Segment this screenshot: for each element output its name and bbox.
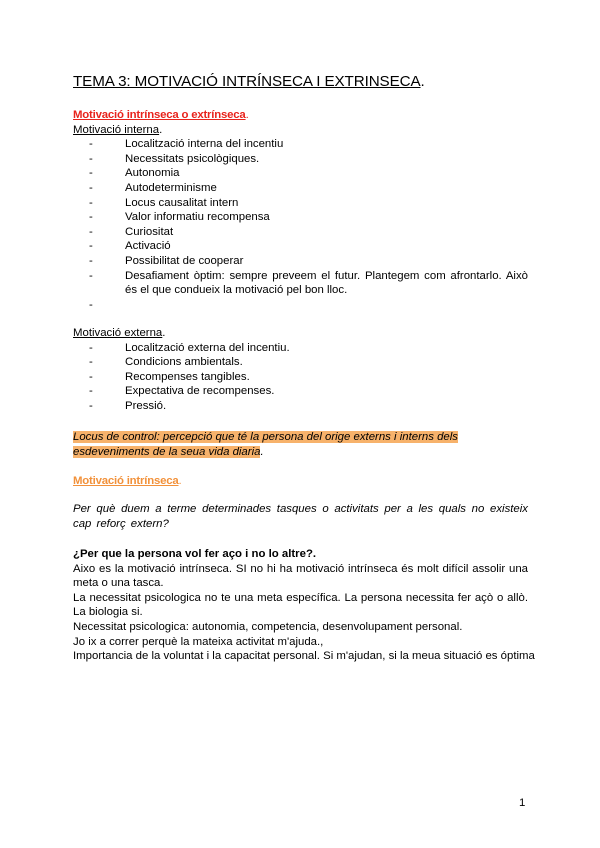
list-item-empty — [89, 298, 528, 313]
page-number: 1 — [519, 797, 526, 809]
list-item-text: Possibilitat de cooperar — [125, 254, 244, 267]
page-title-text: TEMA 3: MOTIVACIÓ INTRÍNSECA I EXTRINSECA — [73, 73, 421, 90]
list-item — [89, 355, 528, 370]
list-item — [89, 269, 528, 298]
dash-bullet: - — [89, 240, 93, 253]
paragraph: La necessitat psicologica no te una meta específica. La persona necessita fer açò o allò. La biologia si. — [73, 591, 528, 619]
list-item — [89, 181, 528, 196]
dash-bullet: - — [89, 341, 93, 354]
dash-bullet: - — [89, 356, 93, 369]
section-heading-red-suffix: . — [245, 109, 249, 121]
list-item — [89, 152, 528, 167]
list-item-text: Locus causalitat intern — [125, 196, 239, 209]
question-text: Per què duem a terme determinades tasques o activitats per a les quals no existeix cap reforç extern? — [73, 503, 528, 530]
list-item-text: Recompenses tangibles. — [125, 370, 250, 383]
list-item — [89, 210, 528, 225]
external-motivation-label: Motivació externa — [73, 327, 163, 339]
list-item — [89, 166, 528, 181]
external-motivation-list — [73, 341, 528, 414]
list-item-text: Localització externa del incentiu. — [125, 341, 290, 354]
dash-bullet: - — [89, 225, 93, 238]
locus-suffix: . — [260, 446, 264, 458]
list-item-text: Pressió. — [125, 399, 167, 412]
highlighted-text: Locus de control: percepció que té la persona del orige externs i interns dels esdeveniments de la seua vida diaria — [73, 431, 458, 458]
paragraph: Necessitat psicologica: autonomia, competencia, desenvolupament personal. — [73, 620, 463, 633]
section-intrinsic-extrinsic — [73, 108, 528, 312]
section-heading-orange: Motivació intrínseca — [73, 475, 179, 487]
dash-bullet: - — [89, 152, 93, 165]
list-item — [89, 384, 528, 399]
intrinsic-discussion — [73, 547, 535, 664]
list-item-text: Necessitats psicològiques. — [125, 152, 260, 165]
list-item — [89, 137, 528, 152]
dash-bullet: - — [89, 138, 93, 151]
list-item — [89, 196, 528, 211]
page-title — [73, 73, 425, 91]
bold-question: ¿Per que la persona vol fer aço i no lo altre?. — [73, 548, 317, 560]
section-heading-red: Motivació intrínseca o extrínseca — [73, 109, 246, 121]
dash-bullet: - — [89, 370, 93, 383]
dash-bullet: - — [89, 399, 93, 412]
external-motivation — [73, 326, 528, 414]
list-item — [89, 225, 528, 240]
list-item — [89, 399, 528, 414]
section-heading-orange-suffix: . — [178, 475, 182, 487]
list-item-text: Expectativa de recompenses. — [125, 385, 275, 398]
paragraph: Importancia de la voluntat i la capacitat personal. Si m'ajudan, si la meua situació es óptima — [73, 650, 535, 663]
dash-bullet: - — [89, 167, 93, 180]
list-item-text: Autodeterminisme — [125, 181, 217, 194]
list-item-text: Desafiament òptim: sempre preveem el futur. Plantegem com afrontarlo. Això és el que condueix la motivació pel bon lloc. — [125, 269, 528, 297]
page-title-suffix: . — [420, 73, 425, 90]
internal-motivation-label: Motivació interna — [73, 123, 160, 136]
list-item-text: Autonomia — [125, 167, 180, 180]
dash-bullet: - — [89, 211, 93, 224]
dash-bullet: - — [89, 269, 93, 282]
section-intrinsic — [73, 474, 528, 489]
internal-motivation-list — [73, 137, 528, 312]
dash-bullet: - — [89, 181, 93, 194]
list-item — [89, 370, 528, 385]
dash-bullet: - — [89, 298, 93, 311]
list-item — [89, 254, 528, 269]
dash-bullet: - — [89, 385, 93, 398]
list-item-text: Condicions ambientals. — [125, 356, 243, 369]
dash-bullet: - — [89, 254, 93, 267]
locus-of-control-note — [73, 430, 528, 460]
list-item — [89, 239, 528, 254]
dash-bullet: - — [89, 196, 93, 209]
list-item — [89, 341, 528, 356]
paragraph: Jo ix a correr perquè la mateixa activitat m'ajuda., — [73, 635, 324, 648]
external-motivation-label-suffix: . — [162, 327, 166, 339]
list-item-text: Curiositat — [125, 225, 174, 238]
list-item-text: Localització interna del incentiu — [125, 138, 284, 151]
internal-motivation-label-suffix: . — [159, 123, 163, 136]
list-item-text: Valor informatiu recompensa — [125, 211, 270, 224]
list-item-text: Activació — [125, 240, 171, 253]
intrinsic-question — [73, 502, 528, 531]
paragraph: Aixo es la motivació intrínseca. SI no hi ha motivació intrínseca és molt difícil assolir una meta o una tasca. — [73, 562, 528, 590]
